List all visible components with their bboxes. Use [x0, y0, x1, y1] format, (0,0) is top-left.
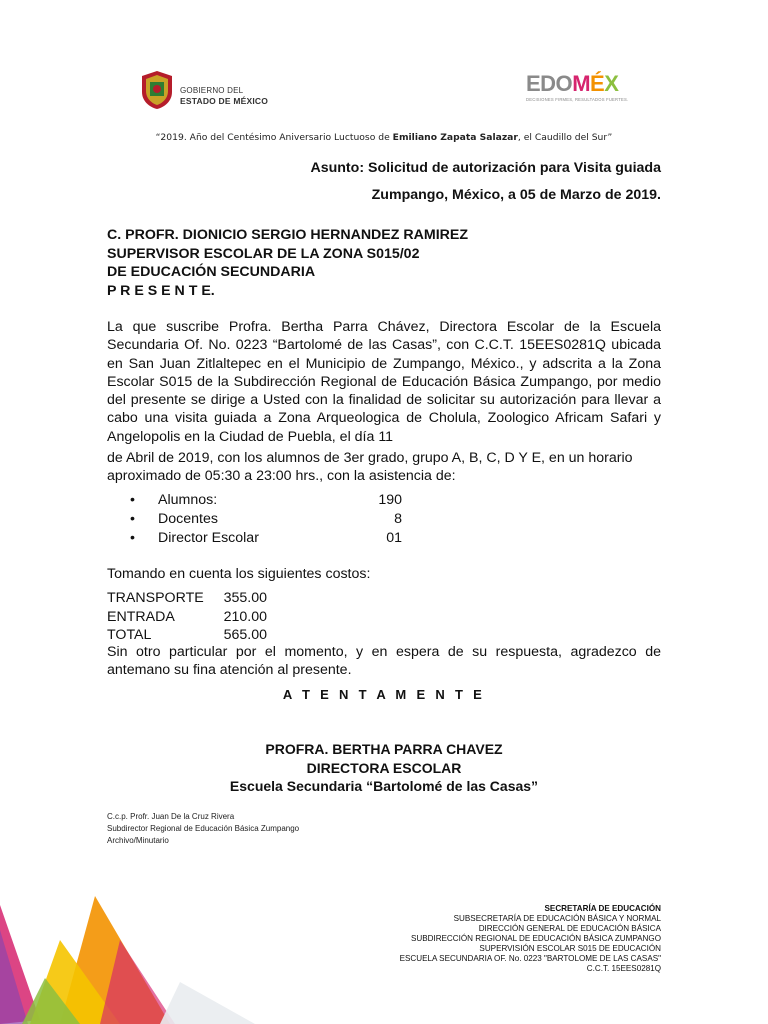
cost-label: TOTAL — [107, 627, 152, 643]
cost-label: TRANSPORTE — [107, 590, 204, 606]
cost-row — [107, 608, 277, 627]
footer-line: SUBSECRETARÍA DE EDUCACIÓN BÁSICA Y NORMAL — [453, 914, 661, 923]
bullet-icon: • — [130, 530, 135, 546]
date-line: Zumpango, México, a 05 de Marzo de 2019. — [371, 187, 661, 203]
attendance-label: Docentes — [158, 511, 218, 527]
body-paragraph-1: La que suscribe Profra. Bertha Parra Chávez, Directora Escolar de la Escuela Secundaria Of. No. 0223 “Bartolomé de las Casas”, con C.C.T. 15EES0281Q ubicada en San Juan Zitlaltepec en el Municipio de Zumpango, México., y adscrita a la Zona Escolar S015 de la Subdirección Regional de Educación Básica Zumpango, por medio del presente se dirige a Usted con la finalidad de solicitar su autorización para llevar a cabo una visita guiada a Zona Arqueologica de Cholula, Zoologico Africam Safari y Angelopolis en la Ciudad de Puebla, el día 11 — [107, 319, 661, 445]
edomex-wordmark: EDOMÉX — [526, 71, 619, 96]
cost-amount: 355.00 — [223, 590, 267, 606]
footer-institution-block — [400, 904, 661, 974]
recipient-department: DE EDUCACIÓN SECUNDARIA — [107, 264, 316, 280]
signer-title: DIRECTORA ESCOLAR — [306, 759, 462, 776]
cost-amount: 210.00 — [223, 608, 267, 625]
gov-logo-line1: GOBIERNO DEL — [180, 86, 244, 95]
signer-name: PROFRA. BERTHA PARRA CHAVEZ — [265, 741, 503, 757]
closing-atentamente: A T E N T A M E N T E — [282, 687, 486, 702]
attendance-count: 8 — [394, 511, 402, 527]
footer-line: SECRETARÍA DE EDUCACIÓN — [544, 904, 661, 913]
cost-row — [107, 626, 277, 645]
cost-label: ENTRADA — [107, 608, 175, 625]
cost-amount: 565.00 — [223, 627, 267, 643]
bullet-icon: • — [130, 492, 135, 508]
recipient-name: C. PROFR. DIONICIO SERGIO HERNANDEZ RAMIREZ — [107, 227, 469, 243]
ccp-line: C.c.p. Profr. Juan De la Cruz Rivera — [107, 812, 235, 821]
gov-logo-line2: ESTADO DE MÉXICO — [180, 96, 269, 106]
list-item — [130, 510, 430, 529]
footer-line: SUBDIRECCIÓN REGIONAL DE EDUCACIÓN BÁSICA ZUMPANGO — [410, 934, 661, 943]
year-motto — [0, 132, 768, 143]
motto-text-end: , el Caudillo del Sur” — [517, 132, 613, 143]
list-item — [130, 491, 430, 510]
edomex-tagline: DECISIONES FIRMES, RESULTADOS FUERTES. — [526, 97, 629, 102]
attendance-count: 190 — [378, 492, 402, 508]
cost-row — [107, 589, 277, 608]
state-seal-icon — [140, 70, 174, 110]
bullet-icon: • — [130, 511, 135, 527]
body-paragraph-2-line1: de Abril de 2019, con los alumnos de 3er grado, grupo A, B, C, D Y E, en un horario — [107, 450, 633, 466]
signer-school: Escuela Secundaria “Bartolomé de las Casas” — [229, 778, 539, 794]
footer-line: SUPERVISIÓN ESCOLAR S015 DE EDUCACIÓN — [479, 944, 661, 953]
recipient-block — [107, 226, 468, 300]
gobierno-estado-mexico-logo — [140, 70, 280, 114]
costs-intro: Tomando en cuenta los siguientes costos: — [107, 566, 371, 582]
list-item — [130, 529, 430, 548]
ccp-block — [107, 811, 299, 847]
body-paragraph-2 — [107, 449, 661, 486]
subject-line: Asunto: Solicitud de autorización para Visita guiada — [310, 160, 661, 176]
edomex-logo — [526, 72, 650, 106]
attendance-label: Director Escolar — [158, 530, 259, 546]
ccp-line: Subdirector Regional de Educación Básica Zumpango — [107, 824, 300, 833]
body-paragraph-3: Sin otro particular por el momento, y en espera de su respuesta, agradezco de antemano su fina atención al presente. — [107, 644, 661, 679]
attendance-list — [130, 491, 430, 548]
footer-line: C.C.T. 15EES0281Q — [586, 964, 661, 973]
motto-name: Emiliano Zapata Salazar — [392, 132, 518, 143]
costs-table — [107, 589, 277, 645]
decorative-triangles-graphic — [0, 870, 260, 1024]
motto-text: “2019. Año del Centésimo Aniversario Luctuoso de — [155, 132, 393, 143]
ccp-line: Archivo/Minutario — [107, 836, 169, 845]
attendance-label: Alumnos: — [158, 492, 218, 508]
recipient-title: SUPERVISOR ESCOLAR DE LA ZONA S015/02 — [107, 245, 420, 262]
body-paragraph-2-line2: aproximado de 05:30 a 23:00 hrs., con la asistencia de: — [107, 468, 456, 485]
footer-line: ESCUELA SECUNDARIA OF. No. 0223 "BARTOLOME DE LAS CASAS" — [399, 954, 661, 963]
recipient-presente: P R E S E N T E. — [107, 282, 215, 299]
signature-block — [0, 740, 768, 796]
attendance-count: 01 — [386, 530, 402, 546]
footer-line: DIRECCIÓN GENERAL DE EDUCACIÓN BÁSICA — [478, 924, 661, 933]
